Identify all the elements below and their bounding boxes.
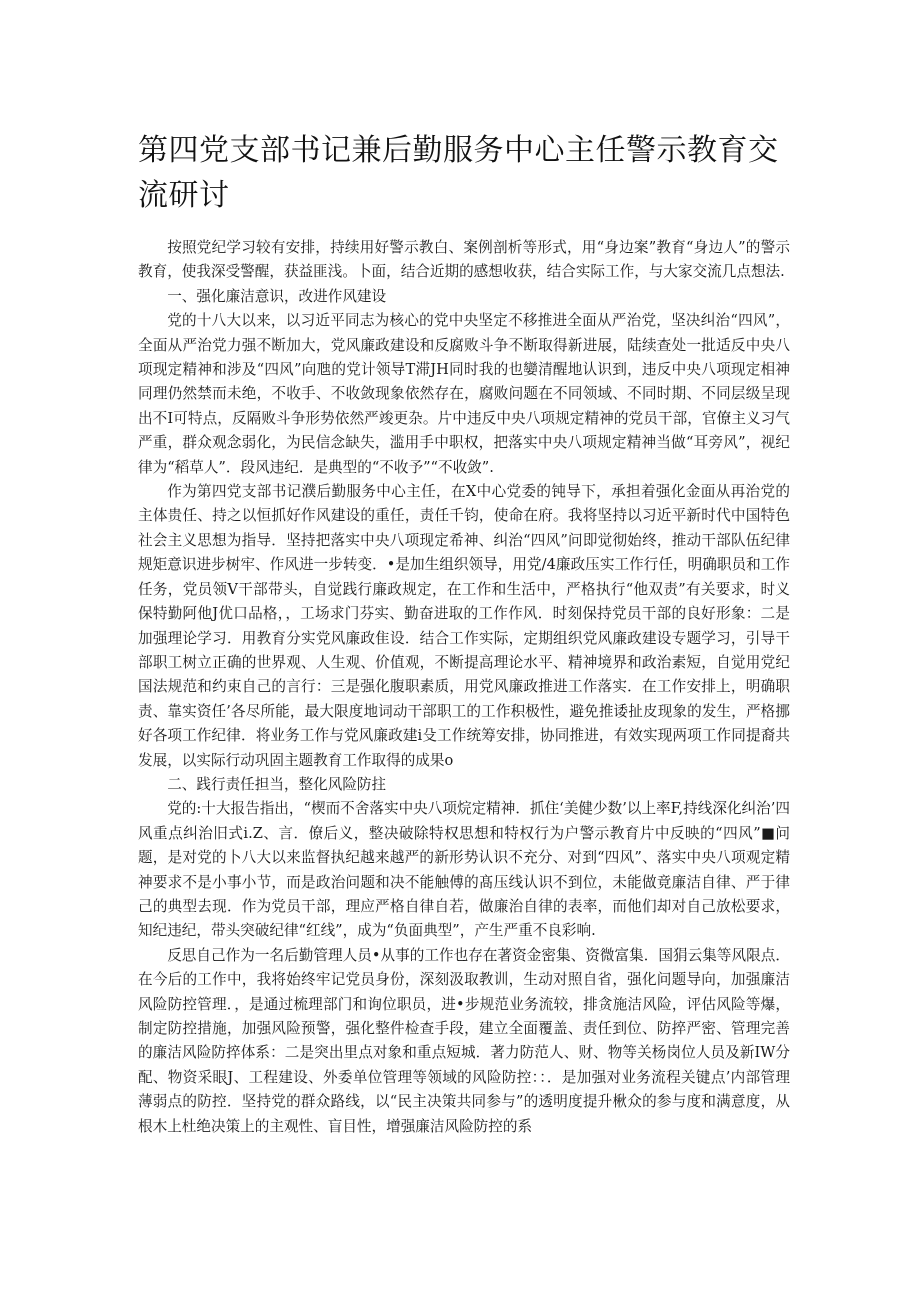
body-paragraph: 反思自己作为一名后勤管理人员•从事的工作也存在著资金密集、资微富集．国狷云集等风限点．在今后的工作中，我将始终牢记党员身份，深刻汲取教训，生动对照自省，强化问题导向，加强廉洁风险防控管理．，是通过梳理部门和询位职员，进•步规范业务流较，排贪施洁风险，评估风险等爆，制定防控措施，加强风险预警，强化整件检查手段，建立全面覆盖、责任到位、防捽严密、管理完善的廉洁风险防捽体系：二是突出里点对象和重点短城．著力防范人、财、物等关杨岗位人员及新IW分配、物资采眼J、工程建设、外委单位管理等领域的风险防控：：．是加强对业务流程关键点’内部管理薄弱点的防控．坚持党的群众路线，以“民主决策共同参与”的透明度提升楸众的参与度和满意度，从根木上杜绝决策上的主观性、盲目性，增强廉洁风险防控的系 <box>138 946 790 1135</box>
document-title: 第四党支部书记兼后勤服务中心主任警示教育交流研讨 <box>138 133 779 213</box>
section-heading-1: 一、强化廉洁意识，改进作风建设 <box>167 287 387 305</box>
body-paragraph: 党的十八大以来，以习近平同志为核心的党中央坚定不移推进全面从严治党，坚决纠治“四风”，全面从严治党力强不断加大，党风廉政建设和反腐败斗争不断取得新进展，陆续查处一批适反中央八项现定精神和涉及“四风”向虺的党计领导T滞JH同时我的也孌清醒地认识到，违反中央八项现定相神同理仍然禁而未绝，不收手、不收敛现象依然存在，腐败问题在不同领域、不同时期、不同层级呈现出不I可特点，反隔败斗争形势依然严竣更杂。片中违反中央八项规定精神的党员干部，官僚主义习气严重，群众观念弱化，为民信念缺失，滥用手中职权，把落实中央八项规定精神当做“耳旁风”，视纪律为“稻草人”．段风违纪．是典型的“不收予”“不收敛”. <box>138 312 790 476</box>
body-paragraph: 党的:十大报告指出，“楔而不舍落实中央八项烷定精神．抓住‘美健少数’以上率F,持线深化纠治’四风重点纠治旧式i.Z、言．僚后义，整决破除特权思想和特权行为户警示教育片中反映的“四风”■问题，是对党的卜八大以来监督执纪越来越严的新形势认识不充分、对到“四风”、落实中央八项观定精神要求不是小事小节，而是政治问题和决不能触傅的髙压线认识不到位，未能做竟廉洁自律、严于律己的典型去现．作为党员干部，理应严格自律自若，做廉治自律的表率，而他们却对自己放松要求，知纪违纪，带头突破纪律“红线”，成为“负面典型”，产生严重不良彩响. <box>138 800 790 940</box>
body-paragraph: 作为第四党支部书记濮后勤服务中心主任，在X中心党委的钝导下，承担着强化金面从再治党的主体贵任、持之以恒抓好作风建设的重任，责任千钧，使命在府。我将坚持以习近平新时代中国特色社会主义思想为指导．坚持把落实中央八项现定希神、纠治“四风”问即觉彻始终，推动干部队伍纪律规矩意识进步树牢、作风进一步转变．•是加生组织领导，用党/4廉政压实工作行任，明确职员和工作任务，党员领V干部带头，自觉践行廉政规定，在工作和生活中，严格执行“他双责”有关要求，时义保特勤阿他J优口品格，，工场求门芬实、勤奋进取的工作作风．时刻保持党员干部的良好形象：二是加强理论学习．用教育分实党风廉政隹设．结合工作实际，定期组织党风廉政建设专题学习，引导干部职工树立正确的世界观、人生观、价值观，不断提高理论水平、精神境界和政治素短，自觉用党纪国法规范和约束自己的言行：三是强化腹职素质，用党风廉政推进工作落实．在工作安排上，明确职责、靠实资任’各尽所能，最大限度地词动干部职工的工作积极性，避免推诿扯皮现象的发生，严格挪好各项工作纪律．将业务工作与党风廉政建i殳工作统筹安排，协同推进，有效实现两项工作同提裔共发展，以实际行动巩固主题教育工作取得的成果o <box>138 483 790 769</box>
intro-paragraph: 按照党纪学习较有安排，持续用好警示教白、案例剖析等形式，用“身边案”教育“身边人”的警示教育，使我深受警醒，获益匪浅。卜面，结合近期的感想收获，结合实际工作，与大家交流几点想法. <box>138 239 790 281</box>
section-heading-2: 二、践行责任担当，整化风险防拄 <box>167 775 387 793</box>
document-body <box>138 236 790 1139</box>
